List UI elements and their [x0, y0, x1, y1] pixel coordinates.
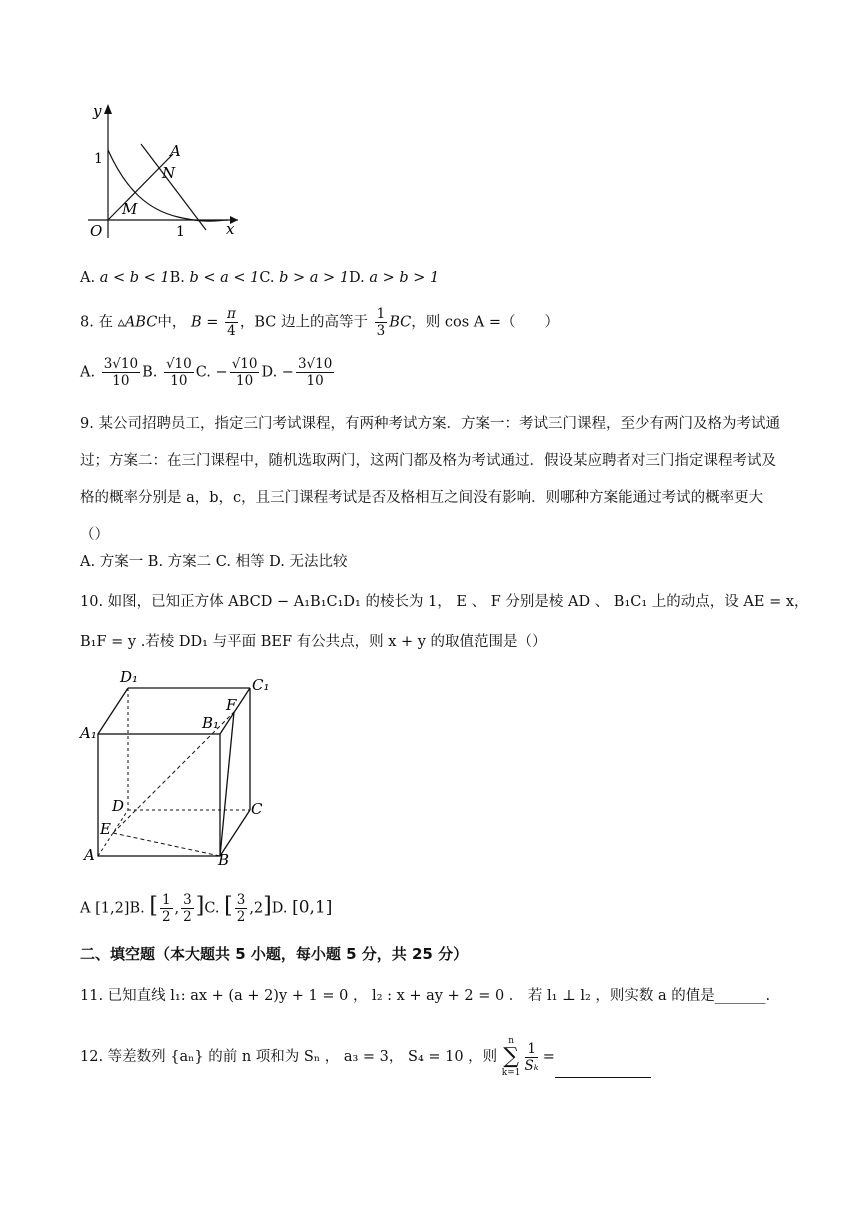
q10-opt-b-n1: 1: [161, 892, 171, 908]
cube-label-d: D: [112, 797, 125, 815]
q8-opt-c: [230, 356, 260, 389]
q8-tail: ，则 cos A =（ ）: [411, 314, 559, 331]
q10-opt-b-lb: [: [149, 893, 158, 919]
q7-opt-b: b < a < 1: [189, 270, 260, 286]
q10-opt-b-label: B.: [129, 900, 145, 917]
label-a: A: [170, 142, 181, 160]
cube-label-c1: C₁: [252, 676, 270, 694]
q8-three: 3: [376, 323, 386, 339]
q10-opt-c-lb: [: [224, 893, 233, 919]
q8-opt-a-den: 10: [112, 373, 130, 389]
q8-number: 8.: [80, 314, 94, 331]
q10-line1: 10. 如图，已知正方体 ABCD − A₁B₁C₁D₁ 的棱长为 1， E 、 F 分别是棱 AD 、 B₁C₁ 上的动点，设 AE = x，: [80, 594, 809, 610]
q10-opt-c-n1: 3: [236, 892, 246, 908]
q7-opt-a-label: A.: [80, 270, 96, 286]
q10-opt-b-frac2: [181, 892, 194, 925]
q10-opt-b-frac1: [160, 892, 173, 925]
q8-opt-a-label: A.: [80, 364, 96, 381]
q12-sum-symbol: ∑: [503, 1044, 520, 1069]
label-y: y: [93, 102, 102, 120]
q8-opt-c-num: √10: [231, 356, 258, 372]
q8-opt-d-den: 10: [306, 373, 324, 389]
q12-sum: [502, 1036, 521, 1078]
q8-opt-d-label: D.: [261, 364, 278, 381]
q8-opt-b-den: 10: [170, 373, 188, 389]
q8-opt-b-label: B.: [142, 364, 158, 381]
q12: [80, 1036, 651, 1078]
q8-options: [80, 356, 336, 389]
q8-mid: 中，: [157, 314, 187, 331]
q10-opt-d: [0,1]: [292, 897, 333, 918]
cube-label-c: C: [251, 800, 263, 818]
q8-after: ，BC 边上的高等于: [239, 314, 368, 331]
cube-label-e: E: [100, 820, 111, 838]
q8-opt-b: [164, 356, 194, 389]
cube-label-a: A: [84, 846, 95, 864]
label-n: N: [162, 164, 176, 182]
cube-label-b1: B₁: [202, 714, 220, 732]
q8-stem: [80, 306, 559, 339]
q10-opt-b-rb: ]: [195, 893, 205, 919]
edge-a1-d1: [98, 688, 128, 734]
q10-opt-c-label: C.: [204, 900, 220, 917]
q12-frac-den: Sₖ: [524, 1057, 539, 1074]
q12-text: 12. 等差数列 {aₙ} 的前 n 项和为 Sₙ ， a₃ = 3， S₄ = 10 ，则: [80, 1049, 498, 1065]
q8-pi: π: [226, 306, 236, 322]
line-b-f: [220, 712, 234, 856]
q7-options: [80, 268, 439, 288]
q8-opt-c-label: C.: [195, 364, 211, 381]
q10-opt-c-rb: ]: [263, 893, 272, 919]
label-1-x: 1: [176, 224, 185, 240]
line-e-b: [113, 833, 220, 856]
q9-options: A. 方案一 B. 方案二 C. 相等 D. 无法比较: [80, 554, 348, 570]
q8-opt-b-num: √10: [165, 356, 192, 372]
q8-opt-c-sign: −: [215, 364, 228, 381]
q10-opt-b-d2: 2: [183, 909, 192, 925]
q12-eq: =: [542, 1049, 555, 1065]
cube-front-face: [98, 734, 220, 856]
q7-opt-c: b > a > 1: [279, 270, 350, 286]
q8-opt-a-num: 3√10: [103, 356, 139, 372]
q7-opt-a: a < b < 1: [99, 270, 170, 286]
q8-opt-d-num: 3√10: [297, 356, 333, 372]
q12-sum-top: n: [508, 1036, 515, 1046]
q8-triangle: ▵ABC: [117, 314, 158, 331]
label-m: M: [122, 200, 138, 218]
q8-one: 1: [376, 306, 386, 322]
q10-opt-b-n2: 3: [183, 892, 192, 908]
q7-graph: [78, 98, 248, 248]
q8-four: 4: [227, 323, 236, 339]
q10-line2: B₁F = y .若棱 DD₁ 与平面 BEF 有公共点，则 x + y 的取值范围是（）: [80, 634, 547, 650]
cube-label-d1: D₁: [120, 668, 139, 686]
q10-opt-c-d1: 2: [236, 909, 246, 925]
q10-opt-a: [1,2]: [95, 900, 130, 917]
q8-one-third: [375, 306, 388, 339]
label-1-y: 1: [94, 151, 103, 167]
q10-opt-d-label: D.: [271, 900, 288, 917]
q7-opt-b-label: B.: [169, 270, 185, 286]
q11: 11. 已知直线 l₁: ax + (a + 2)y + 1 = 0 ， l₂ : x + ay + 2 = 0 ． 若 l₁ ⊥ l₂ ，则实数 a 的值是_______.: [80, 988, 771, 1004]
label-o: O: [90, 222, 103, 240]
q8-opt-c-den: 10: [235, 373, 254, 389]
q12-answer-blank[interactable]: [555, 1061, 651, 1078]
q12-frac-num: 1: [527, 1040, 536, 1057]
q10-opt-b-d1: 2: [161, 909, 171, 925]
cube-label-a1: A₁: [80, 724, 97, 742]
q8-bc: BC: [389, 314, 412, 331]
section-title: 二、填空题（本大题共 5 小题，每小题 5 分，共 25 分）: [80, 945, 469, 963]
q8-b-eq: B =: [190, 314, 219, 331]
edge-b-c: [220, 810, 250, 856]
q7-opt-d-label: D.: [349, 270, 365, 286]
label-x: x: [226, 220, 235, 238]
q10-opt-b-comma: ,: [174, 900, 180, 917]
cube-label-f: F: [226, 696, 237, 714]
q8-opt-d-sign: −: [281, 364, 294, 381]
cube-label-b: B: [218, 851, 230, 869]
q10-opt-c-comma: ,2: [249, 900, 264, 917]
q7-opt-c-label: C.: [259, 270, 275, 286]
q8-pi-over-4: [225, 306, 238, 339]
q8-opt-a: [102, 356, 140, 389]
q8-opt-d: [296, 356, 334, 389]
y-axis-arrow: [104, 104, 112, 114]
q10-cube-figure: [78, 664, 278, 870]
q12-sum-bottom: k=1: [501, 1068, 521, 1078]
q10-opt-c-frac: [235, 892, 248, 925]
q12-frac: [523, 1041, 541, 1074]
q10-options: [80, 892, 332, 925]
q10-opt-a-label: A: [80, 900, 91, 917]
q9-stem: 9. 某公司招聘员工，指定三门考试课程，有两种考试方案．方案一：考试三门课程，至少有两门及格为考试通过；方案二：在三门课程中，随机选取两门，这两门都及格为考试通过．假设某应聘者对三门指定课程考试及格的概率分别是 a，b，c，且三门课程考试是否及格相互之间没有影响．则哪种方案能通过考试的概率更大（）: [80, 416, 780, 543]
q8-pre: 在: [98, 314, 113, 331]
q7-opt-d: a > b > 1: [369, 270, 440, 286]
